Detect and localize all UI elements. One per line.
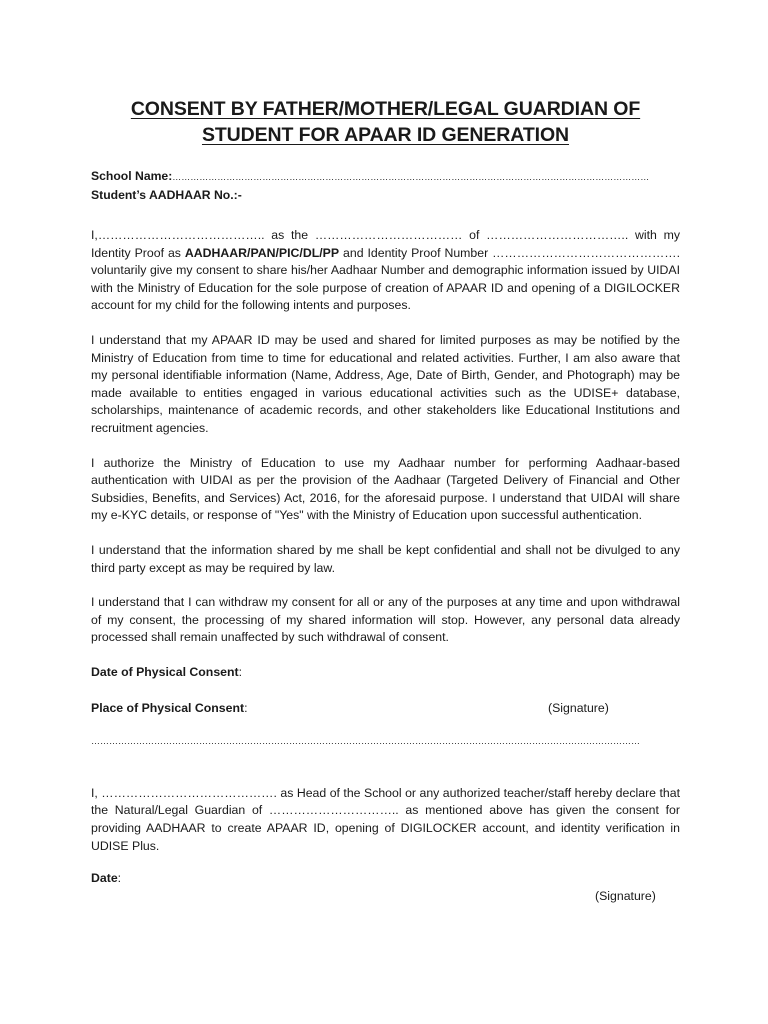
title-line-2: STUDENT FOR APAAR ID GENERATION <box>201 124 570 146</box>
school-name-field <box>91 168 680 186</box>
consent-paragraph-3: I authorize the Ministry of Education to use my Aadhaar number for performing Aadhaar-based authentication with UIDAI as per the provision of the Aadhaar (Targeted Delivery of Financial and Other Subsidies, Benefits, and Services) Act, 2016, for the aforesaid purpose. I understand that UIDAI will share my e-KYC details, or response of "Yes" with the Ministry of Education upon successful authentication. <box>91 455 680 523</box>
declaration-date-row <box>91 870 680 887</box>
head-signature-row <box>91 888 680 905</box>
date-of-physical-consent-label: Date of Physical Consent <box>91 664 239 679</box>
date-physical-colon: : <box>238 664 243 679</box>
head-signature-label: (Signature) <box>595 889 656 904</box>
consent-paragraph-4: I understand that the information shared by me shall be kept confidential and shall not be divulged to any third party except as may be required by law. <box>91 542 680 575</box>
student-aadhaar-field <box>91 187 680 204</box>
school-name-label: School Name: <box>91 169 173 183</box>
document-title <box>91 0 680 148</box>
declaration-date-colon: : <box>117 871 122 886</box>
paragraph-1-text-a: I,………………………………….. as the ……………………………… of …………………………….. with my Identity Proof as <box>91 228 680 260</box>
place-of-physical-consent-label: Place of Physical Consent <box>91 700 245 715</box>
identity-proof-types: AADHAAR/PAN/PIC/DL/PP <box>184 245 340 260</box>
place-physical-colon: : <box>244 700 248 715</box>
consent-paragraph-5: I understand that I can withdraw my consent for all or any of the purposes at any time and upon withdrawal of my consent, the processing of my shared information will stop. However, any personal data already processed shall remain unaffected by such withdrawal of consent. <box>91 595 680 645</box>
consent-paragraph-1 <box>91 227 680 315</box>
paragraph-1-text-b: and Identity Proof Number ………………………………………. voluntarily give my consent to share his/her Aadhaar Number and demographic information issued by UIDAI with the Ministry of Education for the sole purpose of creation of APAAR ID and opening of a DIGILOCKER account for my child for the following intents and purposes. <box>91 245 680 313</box>
guardian-signature-label: (Signature) <box>548 700 609 715</box>
declaration-date-label: Date <box>91 871 118 886</box>
school-name-blank: …………………………………………………………………………………………………………………………………………… <box>172 172 650 182</box>
place-of-physical-consent-row <box>91 700 680 717</box>
date-of-physical-consent-row <box>91 664 680 681</box>
dotted-separator: ………………………………………………………………………………………………………………………………………………………………… <box>91 735 640 746</box>
consent-paragraph-2: I understand that my APAAR ID may be used and shared for limited purposes as may be notified by the Ministry of Education from time to time for educational and related activities. Further, I am also aware that my personal identifiable information (Name, Address, Age, Date of Birth, Gender, and Photograph) may be made available to entities engaged in various educational activities such as the UDISE+ database, scholarships, maintenance of academic records, and other stakeholders like Educational Institutions and recruitment agencies. <box>91 332 680 435</box>
title-line-1: CONSENT BY FATHER/MOTHER/LEGAL GUARDIAN OF <box>130 98 641 120</box>
student-aadhaar-label: Student’s AADHAAR No.:- <box>91 188 242 202</box>
head-of-school-declaration: I, ……………………………………. as Head of the School or any authorized teacher/staff hereby declare that the Natural/Legal Guardian of ………………………….. as mentioned above has given the consent for providing AADHAAR to create APAAR ID, opening of DIGILOCKER account, and identity verification in UDISE Plus. <box>91 785 680 853</box>
